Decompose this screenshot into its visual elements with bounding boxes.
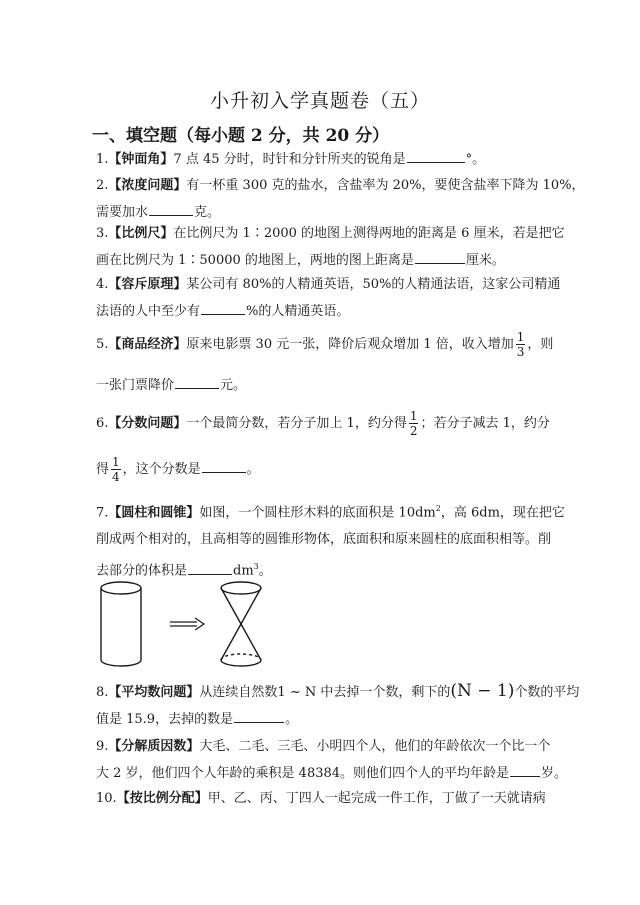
question-8: [96, 678, 580, 733]
question-number: 9.: [96, 739, 109, 754]
answer-blank[interactable]: [175, 374, 219, 389]
fraction-denominator: 4: [112, 470, 120, 484]
question-tag: 【分数问题】: [108, 416, 187, 431]
question-text: 元。: [220, 378, 247, 393]
superscript: 2: [435, 504, 441, 513]
double-cone-icon: [221, 582, 261, 666]
question-text: 。: [246, 462, 260, 477]
question-text: 从连续自然数1 ~ N 中去掉一个数，剩下的: [199, 685, 451, 700]
question-text: 法语的人中至少有: [96, 304, 201, 319]
answer-blank[interactable]: [188, 560, 232, 575]
answer-blank[interactable]: [149, 201, 193, 216]
question-text: 值是 15.9，去掉的数是: [96, 712, 234, 727]
question-6-line-2: [96, 455, 556, 484]
fraction-denominator: 2: [409, 424, 418, 438]
question-tag: 【圆柱和圆锥】: [108, 505, 200, 521]
question-7: [96, 495, 565, 585]
answer-blank[interactable]: [415, 249, 465, 264]
question-text: dm: [233, 563, 254, 579]
question-text: 画在比例尺为 1∶50000 的地图上，两地的图上距离是: [96, 253, 414, 268]
question-1: [96, 146, 556, 173]
question-text: 个数的平均: [514, 685, 580, 700]
question-tag: 【浓度问题】: [108, 178, 187, 193]
section-heading: 一、填空题（每小题 2 分，共 20 分）: [92, 126, 390, 146]
superscript: 3: [253, 562, 259, 572]
question-text: 去部分的体积是: [96, 563, 188, 579]
question-number: 2.: [96, 178, 109, 193]
question-number: 6.: [96, 416, 109, 431]
answer-blank[interactable]: [201, 300, 245, 315]
question-text: %的人精通英语。: [246, 304, 350, 319]
question-text: 一张门票降价: [96, 378, 175, 393]
fraction: [111, 455, 121, 484]
fraction: [409, 409, 419, 438]
arrow-icon: [170, 618, 204, 630]
question-number: 1.: [96, 152, 109, 167]
fraction: [516, 330, 526, 359]
answer-blank[interactable]: [510, 762, 540, 777]
question-number: 10.: [96, 791, 117, 806]
question-text: 甲、乙、丙、丁四人一起完成一件工作，丁做了一天就请病: [207, 791, 546, 806]
question-text: 岁。: [541, 766, 568, 781]
answer-blank[interactable]: [234, 708, 284, 723]
fraction-numerator: 1: [112, 455, 120, 469]
question-number: 3.: [96, 226, 109, 241]
question-text: 需要加水: [96, 205, 149, 220]
question-9: [96, 733, 568, 787]
question-tag: 【分解质因数】: [108, 739, 200, 754]
question-text: 。: [258, 563, 272, 579]
question-tag: 【钟面角】: [108, 152, 174, 167]
fraction-numerator: 1: [409, 409, 418, 423]
question-tag: 【容斥原理】: [108, 277, 187, 292]
question-5-line-2: [96, 372, 556, 399]
question-text: °。: [465, 152, 486, 167]
question-number: 8.: [96, 685, 109, 700]
math-expression: (N − 1): [450, 681, 515, 701]
question-4: [96, 271, 561, 325]
question-text: 。: [285, 712, 299, 727]
question-text: 有一杯重 300 克的盐水，含盐率为 20%，要使含盐率下降为 10%，: [186, 178, 585, 193]
question-text: ；若分子减去 1，约分: [420, 416, 550, 431]
fraction-denominator: 3: [516, 345, 525, 359]
question-text: 厘米。: [465, 253, 505, 268]
question-text: 大毛、二毛、三毛、小明四个人，他们的年龄依次一个比一个: [199, 739, 551, 754]
question-tag: 【比例尺】: [108, 226, 174, 241]
question-2: [96, 172, 585, 226]
question-tag: 【平均数问题】: [108, 685, 200, 700]
cylinder-to-cones-figure: [96, 576, 296, 676]
question-text: 在比例尺为 1∶2000 的地图上测得两地的距离是 6 厘米，若是把它: [173, 226, 565, 241]
question-number: 5.: [96, 337, 109, 352]
question-10: [96, 785, 556, 812]
question-text: 大 2 岁，他们四个人年龄的乘积是 48384。则他们四个人的平均年龄是: [96, 766, 510, 781]
question-tag: 【按比例分配】: [116, 791, 208, 806]
fraction-numerator: 1: [516, 330, 525, 344]
question-text: 原来电影票 30 元一张，降价后观众增加 1 倍，收入增加: [186, 337, 514, 352]
question-text: 7 点 45 分时，时针和分针所夹的锐角是: [173, 152, 406, 167]
question-number: 4.: [96, 277, 109, 292]
answer-blank[interactable]: [202, 458, 246, 473]
answer-blank[interactable]: [407, 148, 465, 163]
question-6: [96, 409, 556, 438]
question-text: 某公司有 80%的人精通英语，50%的人精通法语，这家公司精通: [186, 277, 561, 292]
question-5: [96, 330, 556, 359]
question-text: ，则: [527, 337, 554, 352]
question-tag: 【商品经济】: [108, 337, 187, 352]
page-title: 小升初入学真题卷（五）: [209, 90, 430, 112]
question-text: 一个最简分数，若分子加上 1，约分得: [186, 416, 407, 431]
question-text: 如图，一个圆柱形木料的底面积是 10dm: [199, 505, 436, 521]
cylinder-icon: [101, 582, 141, 666]
question-text: ，高 6dm，现在把它: [440, 505, 565, 521]
question-3: [96, 220, 565, 274]
question-text: 削成两个相对的，且高相等的圆锥形物体，底面积和原来圆柱的底面积相等。削: [96, 532, 552, 548]
question-text: 克。: [194, 205, 221, 220]
question-text: ，这个分数是: [122, 462, 201, 477]
question-number: 7.: [96, 505, 109, 521]
question-text: 得: [96, 462, 110, 477]
